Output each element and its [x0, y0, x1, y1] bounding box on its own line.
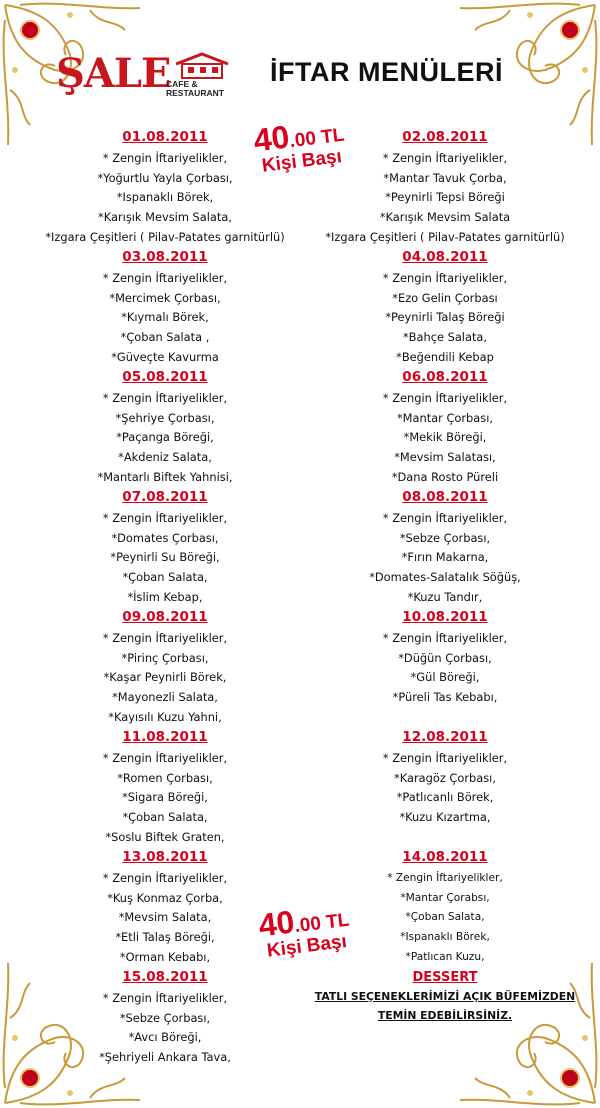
menu-item: *Kaşar Peynirli Börek, — [103, 670, 227, 685]
menu-item: *Karışık Mevsim Salata, — [98, 210, 232, 225]
menu-date: 13.08.2011 — [122, 849, 208, 865]
logo-wordmark: ŞALE — [56, 50, 171, 97]
menu-item: *Peynirli Su Böreği, — [110, 550, 220, 565]
menu-item: *Çoban Salata , — [120, 330, 210, 345]
menu-block — [15, 728, 315, 848]
menu-item: *Karagöz Çorbası, — [394, 770, 496, 785]
menu-date: 05.08.2011 — [122, 369, 208, 385]
menu-item: *Güveçte Kavurma — [111, 349, 219, 364]
menu-block — [15, 848, 315, 968]
menu-item: *Gül Böreği, — [410, 670, 480, 685]
price-per-person: Kişi Başı — [265, 931, 348, 962]
menu-item: * Zengin İftariyelikler, — [102, 871, 228, 885]
price-decimals: .00 TL — [293, 909, 351, 938]
menu-item: *Paçanga Böreği, — [116, 430, 214, 445]
menu-column-right — [295, 128, 595, 1088]
price-per-person: Kişi Başı — [260, 146, 343, 177]
logo-subtitle: CAFE & RESTAURANT — [166, 79, 224, 98]
dessert-line: TEMİN EDEBİLİRSİNİZ. — [377, 1009, 513, 1022]
menu-item: *Mercimek Çorbası, — [109, 290, 221, 305]
dessert-block — [295, 968, 595, 1088]
menu-date: 01.08.2011 — [122, 129, 208, 145]
menu-date: 11.08.2011 — [122, 729, 208, 745]
menu-block — [295, 608, 595, 728]
menu-item: *Etli Talaş Böreği, — [115, 930, 215, 945]
menu-block — [15, 368, 315, 488]
menu-date: 06.08.2011 — [402, 369, 488, 385]
menu-item: *Çoban Salata, — [122, 570, 208, 585]
menu-date: 12.08.2011 — [402, 729, 488, 745]
menu-item: *Domates-Salatalık Söğüş, — [369, 570, 521, 585]
menu-item: *Mevsim Salata, — [118, 910, 212, 925]
menu-item: *Kayısılı Kuzu Yahni, — [108, 709, 222, 724]
dessert-title: DESSERT — [412, 970, 478, 985]
menu-item: *Sigara Böreği, — [122, 790, 208, 805]
menu-block — [295, 368, 595, 488]
menu-date: 09.08.2011 — [122, 609, 208, 625]
menu-item: *Mekik Böreği, — [403, 430, 487, 445]
menu-item: *Soslu Biftek Graten, — [105, 829, 225, 844]
menu-item: * Zengin İftariyelikler, — [382, 631, 508, 645]
menu-item: * Zengin İftariyelikler, — [102, 391, 228, 405]
menu-item: *Patlıcan Kuzu, — [405, 950, 485, 963]
menu-item: *İslim Kebap, — [127, 589, 203, 604]
menu-item: *Ispanaklı Börek, — [400, 931, 490, 944]
menu-item: * Zengin İftariyelikler, — [102, 631, 228, 645]
menu-item: * Zengin İftariyelikler, — [102, 151, 228, 165]
menu-item: * Zengin İftariyelikler, — [382, 151, 508, 165]
page-title: İFTAR MENÜLERİ — [270, 57, 503, 87]
menu-date: 08.08.2011 — [402, 489, 488, 505]
menu-item: * Zengin İftariyelikler, — [382, 511, 508, 525]
menu-item: *Çoban Salata, — [122, 810, 208, 825]
menu-item: * Zengin İftariyelikler, — [102, 751, 228, 765]
menu-item: *Izgara Çeşitleri ( Pilav-Patates garnitürlü) — [45, 229, 285, 244]
menu-item: * Zengin İftariyelikler, — [102, 991, 228, 1005]
menu-item: *Şehriyeli Ankara Tava, — [99, 1050, 231, 1065]
menu-item: *Mantarlı Biftek Yahnisi, — [97, 469, 233, 484]
menu-item: * Zengin İftariyelikler, — [102, 511, 228, 525]
menu-item: *Mantar Çorbası, — [396, 410, 493, 425]
menu-item: *Mevsim Salatası, — [394, 450, 496, 465]
menu-block — [295, 488, 595, 608]
menu-block — [295, 128, 595, 248]
menu-block — [15, 128, 315, 248]
menu-item: *Mayonezli Salata, — [112, 690, 218, 705]
menu-item: *Fırın Makarna, — [401, 550, 489, 565]
house-icon — [174, 52, 230, 80]
menu-item: *Düğün Çorbası, — [398, 650, 492, 665]
price-amount: 40 — [251, 118, 292, 159]
menu-block — [15, 248, 315, 368]
menu-item: * Zengin İftariyelikler, — [387, 872, 503, 884]
menu-item: *Kıymalı Börek, — [121, 310, 209, 325]
menu-item: *Kuzu Tandır, — [407, 589, 483, 604]
menu-item: *Bahçe Salata, — [402, 330, 488, 345]
price-amount: 40 — [256, 903, 297, 944]
menu-item: *Ezo Gelin Çorbası — [392, 290, 498, 305]
menu-column-left — [15, 128, 315, 1088]
menu-item: *Akdeniz Salata, — [118, 450, 212, 465]
menu-item: *Püreli Tas Kebabı, — [392, 690, 498, 705]
menu-block — [295, 848, 595, 968]
menu-block — [15, 968, 315, 1088]
menu-item: * Zengin İftariyelikler, — [102, 271, 228, 285]
menu-date: 03.08.2011 — [122, 249, 208, 265]
menu-item: *Sebze Çorbası, — [119, 1010, 211, 1025]
menu-date: 04.08.2011 — [402, 249, 488, 265]
menu-date: 02.08.2011 — [402, 129, 488, 145]
menu-item: *Orman Kebabı, — [119, 949, 211, 964]
menu-block — [15, 608, 315, 728]
menu-item: *Peynirli Talaş Böreği — [385, 310, 505, 325]
menu-date: 07.08.2011 — [122, 489, 208, 505]
menu-item: *Çoban Salata, — [405, 911, 485, 924]
menu-date: 15.08.2011 — [122, 969, 208, 985]
menu-item: *Kuş Konmaz Çorba, — [107, 890, 223, 905]
price-decimals: .00 TL — [288, 124, 346, 153]
menu-item: *Domates Çorbası, — [111, 530, 219, 545]
menu-item: *Şehriye Çorbası, — [115, 410, 215, 425]
menu-block — [15, 488, 315, 608]
menu-item: *Mantar Tavuk Çorba, — [383, 170, 507, 185]
menu-item: *Patlıcanlı Börek, — [396, 790, 494, 805]
menu-item: *Kuzu Kızartma, — [399, 810, 491, 825]
menu-item: *Avcı Böreği, — [128, 1030, 202, 1045]
menu-item: *Beğendili Kebap — [396, 349, 494, 364]
menu-item: *Dana Rosto Püreli — [391, 469, 499, 484]
menu-item: * Zengin İftariyelikler, — [382, 751, 508, 765]
menu-item: *Romen Çorbası, — [117, 770, 213, 785]
menu-item: *Ispanaklı Börek, — [116, 190, 214, 205]
menu-item: *Pirinç Çorbası, — [121, 650, 209, 665]
menu-item: *Sebze Çorbası, — [399, 530, 491, 545]
menu-date: 14.08.2011 — [402, 849, 488, 865]
menu-item: *Mantar Çorabsı, — [400, 891, 490, 904]
menu-item: *Peynirli Tepsi Böreği — [385, 190, 505, 205]
dessert-line: TATLI SEÇENEKLERİMİZİ AÇIK BÜFEMİZDEN — [314, 990, 576, 1003]
menu-block — [295, 728, 595, 848]
menu-date: 10.08.2011 — [402, 609, 488, 625]
menu-item: * Zengin İftariyelikler, — [382, 391, 508, 405]
menu-block — [295, 248, 595, 368]
menu-item: *Izgara Çeşitleri ( Pilav-Patates garnitürlü) — [325, 229, 565, 244]
logo — [56, 50, 236, 106]
menu-item: * Zengin İftariyelikler, — [382, 271, 508, 285]
menu-item: *Yoğurtlu Yayla Çorbası, — [97, 170, 233, 185]
menu-item: *Karışık Mevsim Salata — [379, 210, 511, 225]
